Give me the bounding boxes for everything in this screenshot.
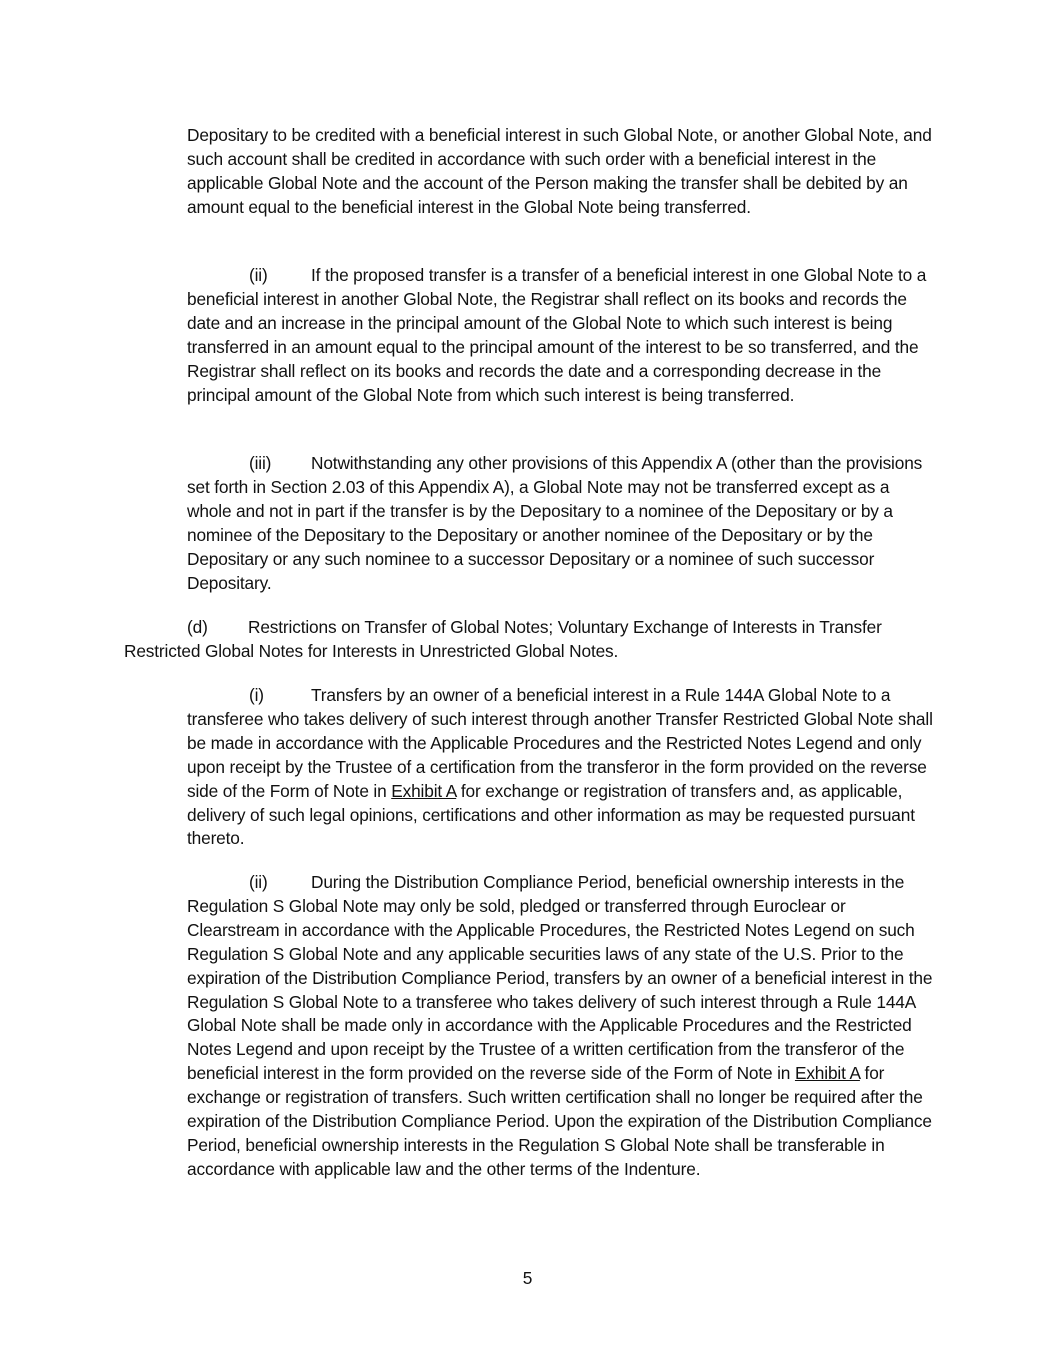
- section-d-heading: [124, 616, 924, 664]
- paragraph-text: Depositary to be credited with a beneficial interest in such Global Note, or another Global Note, and such account shall be credited in accordance with such order with a beneficial interest in the applicable Global Note and the account of the Person making the transfer shall be debited by an amount equal to the beneficial interest in the Global Note being transferred.: [187, 125, 932, 217]
- paragraph-text: for exchange or registration of transfers and, as applicable, delivery of such legal opinions, certifications and other information as may be requested pursuant thereto.: [187, 780, 915, 849]
- exhibit-a-reference: Exhibit A: [794, 1063, 860, 1084]
- paragraph-iii-notwithstanding: [187, 452, 935, 595]
- exhibit-a-reference: Exhibit A: [391, 780, 457, 801]
- paragraph-text: for exchange or registration of transfers. Such written certification shall no longer be required after the expiration of the Distribution Compliance Period. Upon the expiration of the Distribution Compliance Period, beneficial ownership interests in the Regulation S Global Note shall be transferable in accordance with applicable law and the other terms of the Indenture.: [187, 1063, 932, 1179]
- clause-number: (i): [249, 685, 264, 705]
- paragraph-ii-distribution-compliance: [187, 871, 935, 1182]
- paragraph-ii-global-transfer: [187, 264, 935, 407]
- paragraph-text: Transfers by an owner of a beneficial interest in a Rule 144A Global Note to a transferee who takes delivery of such interest through another Transfer Restricted Global Note shall be made in accordance with the Applicable Procedures and the Restricted Notes Legend and only upon receipt by the Trustee of a certification from the transferor in the form provided on the reverse side of the Form of Note in: [187, 685, 933, 801]
- paragraph-i-rule-144a: [187, 684, 935, 851]
- clause-number: (ii): [249, 872, 268, 892]
- clause-number: (ii): [249, 265, 268, 285]
- section-heading-text: Restrictions on Transfer of Global Notes; Voluntary Exchange of Interests in Transfer Restricted Global Notes for Interests in Unrestricted Global Notes.: [124, 617, 882, 661]
- paragraph-text: During the Distribution Compliance Period, beneficial ownership interests in the Regulation S Global Note may only be sold, pledged or transferred through Euroclear or Clearstream in accordance with the Applicable Procedures, the Restricted Notes Legend on such Regulation S Global Note and any applicable securities laws of any state of the U.S. Prior to the expiration of the Distribution Compliance Period, transfers by an owner of a beneficial interest in the Regulation S Global Note to a transferee who takes delivery of such interest through a Rule 144A Global Note shall be made only in accordance with the Applicable Procedures and the Restricted Notes Legend and upon receipt by the Trustee of a written certification from the transferor of the beneficial interest in the form provided on the reverse side of the Form of Note in: [187, 872, 933, 1084]
- paragraph-text: If the proposed transfer is a transfer of a beneficial interest in one Global Note to a beneficial interest in another Global Note, the Registrar shall reflect on its books and records the date and an increase in the principal amount of the Global Note to which such interest is being transferred in an amount equal to the principal amount of the interest to be so transferred, and the Registrar shall reflect on its books and records the date and a corresponding decrease in the principal amount of the Global Note from which such interest is being transferred.: [187, 265, 927, 405]
- paragraph-continuation: [187, 124, 935, 220]
- clause-number: (d): [187, 617, 208, 637]
- clause-number: (iii): [249, 453, 272, 473]
- paragraph-text: Notwithstanding any other provisions of this Appendix A (other than the provisions set forth in Section 2.03 of this Appendix A), a Global Note may not be transferred except as a whole and not in part if the transfer is by the Depositary to a nominee of the Depositary or by a nominee of the Depositary to the Depositary or another nominee of the Depositary or by the Depositary or any such nominee to a successor Depositary or a nominee of such successor Depositary.: [187, 453, 923, 593]
- page-number: 5: [522, 1268, 533, 1288]
